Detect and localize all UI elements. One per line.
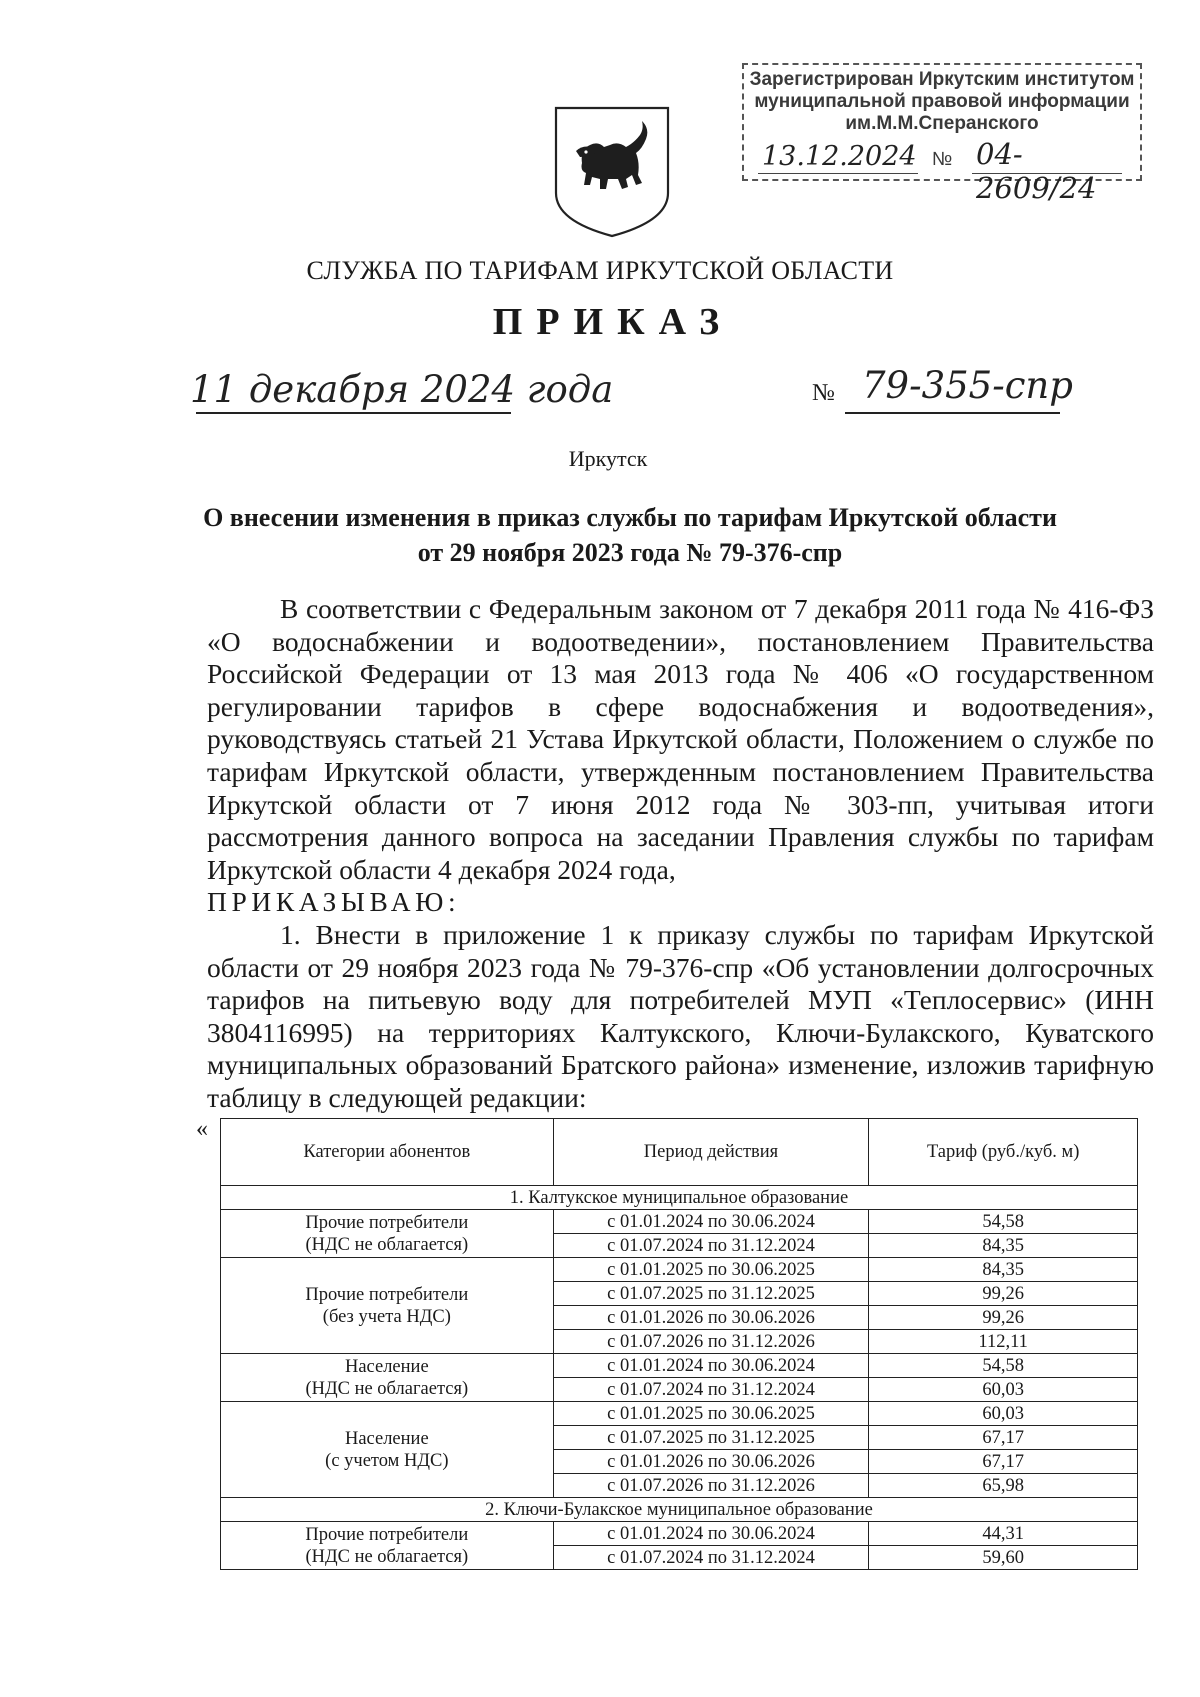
section-title: 1. Калтукское муниципальное образование [221,1186,1138,1210]
irkutsk-coat-of-arms-icon [552,105,672,239]
column-header: Категории абонентов [221,1119,554,1186]
period-cell: с 01.01.2026 по 30.06.2026 [553,1306,869,1330]
period-cell: с 01.07.2024 по 31.12.2024 [553,1234,869,1258]
order-word: ПРИКАЗЫВАЮ: [207,886,461,918]
table-row [221,1354,1138,1378]
category-line: Население [344,1428,429,1449]
tariff-cell: 44,31 [869,1522,1138,1546]
stamp-number-label: № [932,149,953,170]
stamp-line: муниципальной правовой информации [754,91,1130,112]
document-type: ПРИКАЗ [492,301,734,343]
stamp-line: им.М.М.Сперанского [845,113,1039,134]
number-underline [845,412,1060,414]
period-cell: с 01.07.2026 по 31.12.2026 [553,1330,869,1354]
category-line: Прочие потребители [305,1524,469,1545]
handwritten-date: 11 декабря 2024 года [190,368,614,411]
stamp-number: 04-2609/24 [976,137,1097,205]
period-cell: с 01.07.2025 по 31.12.2025 [553,1426,869,1450]
tariff-cell: 84,35 [869,1234,1138,1258]
stamp-line: Зарегистрирован Иркутским институтом [749,69,1135,90]
table-body [221,1186,1138,1570]
category-line: (без учета НДС) [322,1306,451,1327]
date-underline [196,412,511,414]
category-line: (НДС не облагается) [305,1234,469,1255]
section-title: 2. Ключи-Булакское муниципальное образование [221,1498,1138,1522]
table-row [221,1402,1138,1426]
tariff-cell: 99,26 [869,1282,1138,1306]
tariff-cell: 54,58 [869,1354,1138,1378]
category-cell [221,1402,554,1498]
tariff-cell: 60,03 [869,1402,1138,1426]
preamble-paragraph: В соответствии с Федеральным законом от 7 декабря 2011 года № 416-ФЗ «О водоснабжении и водоотведении», постановлением Правительства Российской Федерации от 13 мая 2013 года № 406 «О государственном регулировании тарифов в сфере водоснабжения и водоотведения», руководствуясь статьей 21 Устава Иркутской области, Положением о службе по тарифам Иркутской области, утвержденным постановлением Правительства Иркутской области от 7 июня 2012 года № 303-пп, учитывая итоги рассмотрения данного вопроса на заседании Правления службы по тарифам Иркутской области 4 декабря 2024 года, [207,593,1154,885]
category-cell [221,1354,554,1402]
period-cell: с 01.07.2025 по 31.12.2025 [553,1282,869,1306]
period-cell: с 01.01.2024 по 30.06.2024 [553,1210,869,1234]
period-cell: с 01.01.2025 по 30.06.2025 [553,1258,869,1282]
registration-stamp [742,63,1142,205]
table-header-row [221,1119,1138,1186]
table-row [221,1210,1138,1234]
tariff-cell: 67,17 [869,1426,1138,1450]
tariff-table [220,1118,1138,1570]
category-line: (НДС не облагается) [305,1378,469,1399]
title-line: О внесении изменения в приказ службы по тарифам Иркутской области [203,503,1057,532]
table-row [221,1258,1138,1282]
period-cell: с 01.01.2024 по 30.06.2024 [553,1522,869,1546]
period-cell: с 01.01.2026 по 30.06.2026 [553,1450,869,1474]
period-cell: с 01.07.2026 по 31.12.2026 [553,1474,869,1498]
city: Иркутск [568,446,648,471]
category-line: (НДС не облагается) [305,1546,469,1567]
category-line: Прочие потребители [305,1212,469,1233]
order-body [207,593,1154,1115]
table-row [221,1522,1138,1546]
period-cell: с 01.01.2024 по 30.06.2024 [553,1354,869,1378]
stamp-date-underline [758,173,918,174]
item-1-paragraph: 1. Внести в приложение 1 к приказу службы по тарифам Иркутской области от 29 ноября 2023 года № 79-376-спр «Об установлении долгосрочных тарифов на питьевую воду для потребителей МУП «Теплосервис» (ИНН 3804116995) на территориях Калтукского, Ключи-Булакского, Куватского муниципальных образований Братского района» изменение, изложив тарифную таблицу в следующей редакции: [207,918,1154,1113]
handwritten-order-number: 79-355-спр [862,364,1073,407]
tariff-cell: 60,03 [869,1378,1138,1402]
tariff-cell: 54,58 [869,1210,1138,1234]
open-quote: « [196,1116,208,1142]
section-row [221,1498,1138,1522]
period-cell: с 01.07.2024 по 31.12.2024 [553,1546,869,1570]
tariff-cell: 65,98 [869,1474,1138,1498]
tariff-cell: 99,26 [869,1306,1138,1330]
document-title [180,500,1080,570]
period-cell: с 01.07.2024 по 31.12.2024 [553,1378,869,1402]
tariff-cell: 67,17 [869,1450,1138,1474]
category-cell [221,1258,554,1354]
stamp-date: 13.12.2024 [762,141,917,172]
organization-name: СЛУЖБА ПО ТАРИФАМ ИРКУТСКОЙ ОБЛАСТИ [306,256,894,285]
column-header: Период действия [553,1119,869,1186]
order-number-label: № [812,380,835,406]
category-line: (с учетом НДС) [325,1450,449,1471]
category-cell [221,1210,554,1258]
section-row [221,1186,1138,1210]
category-line: Население [344,1356,429,1377]
title-line: от 29 ноября 2023 года № 79-376-спр [417,538,843,567]
tariff-cell: 59,60 [869,1546,1138,1570]
column-header: Тариф (руб./куб. м) [869,1119,1138,1186]
category-line: Прочие потребители [305,1284,469,1305]
category-cell [221,1522,554,1570]
tariff-cell: 112,11 [869,1330,1138,1354]
period-cell: с 01.01.2025 по 30.06.2025 [553,1402,869,1426]
stamp-number-underline [972,173,1122,174]
tariff-cell: 84,35 [869,1258,1138,1282]
